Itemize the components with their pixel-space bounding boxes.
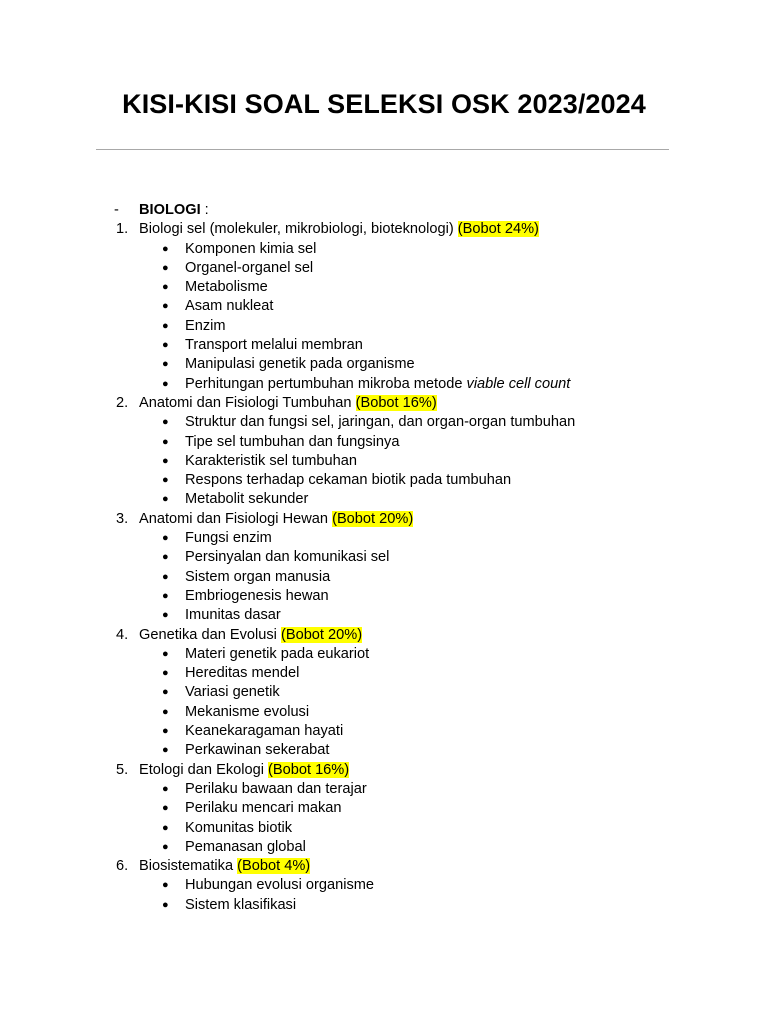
topic-weight-badge: (Bobot 4%) [237, 858, 311, 875]
bullet-icon: ● [162, 377, 169, 390]
document-title: KISI-KISI SOAL SELEKSI OSK 2023/2024 [122, 89, 646, 119]
topic-number: 1. [116, 221, 129, 238]
bullet-icon: ● [162, 300, 169, 313]
list-item [0, 529, 768, 548]
list-item-text: Tipe sel tumbuhan dan fungsinya [185, 433, 400, 450]
subject-suffix: : [200, 202, 209, 218]
list-item [0, 741, 768, 760]
list-item-text: Imunitas dasar [185, 607, 281, 624]
list-item [0, 587, 768, 606]
topic-weight-badge: (Bobot 16%) [268, 761, 350, 778]
bullet-icon: ● [162, 705, 169, 718]
list-item-text: Materi genetik pada eukariot [185, 645, 370, 662]
list-item-text: Metabolisme [185, 279, 268, 296]
bullet-icon: ● [162, 493, 169, 506]
bullet-icon: ● [162, 609, 169, 622]
bullet-icon: ● [162, 840, 169, 853]
topic-title: Etologi dan Ekologi [139, 761, 264, 778]
topic-number: 5. [116, 761, 129, 778]
list-item [0, 568, 768, 587]
list-item [0, 297, 768, 316]
list-item [0, 876, 768, 895]
topic-number: 6. [116, 858, 129, 875]
bullet-icon: ● [162, 416, 169, 429]
bullet-icon: ● [162, 532, 169, 545]
bullet-icon: ● [162, 589, 169, 602]
bullet-icon: ● [162, 802, 169, 815]
title-divider [96, 149, 669, 150]
list-item-text: Keanekaragaman hayati [185, 723, 344, 740]
topic-title: Biologi sel (molekuler, mikrobiologi, bioteknologi) [139, 221, 454, 238]
list-item-text: Hubungan evolusi organisme [185, 877, 375, 894]
bullet-icon: ● [162, 551, 169, 564]
topic-heading [0, 220, 768, 239]
bullet-icon: ● [162, 474, 169, 487]
list-item-text: Embriogenesis hewan [185, 587, 329, 604]
bullet-icon: ● [162, 782, 169, 795]
list-item [0, 317, 768, 336]
list-item [0, 278, 768, 297]
topic-weight-badge: (Bobot 20%) [280, 626, 363, 643]
bullet-icon: ● [162, 667, 169, 680]
bullet-icon: ● [162, 242, 169, 255]
list-item-text: Manipulasi genetik pada organisme [185, 356, 415, 373]
list-item-italic-text: viable cell count [466, 375, 571, 392]
list-item-text: Fungsi enzim [185, 530, 272, 547]
list-item-text: Komunitas biotik [185, 819, 293, 836]
list-item [0, 471, 768, 490]
bullet-icon: ● [162, 454, 169, 467]
list-item-text: Perkawinan sekerabat [185, 742, 330, 759]
list-item [0, 355, 768, 374]
list-item-text: Persinyalan dan komunikasi sel [185, 549, 390, 566]
bullet-icon: ● [162, 358, 169, 371]
list-item [0, 838, 768, 857]
list-item-text: Hereditas mendel [185, 665, 300, 682]
list-item-text: Pemanasan global [185, 838, 306, 855]
bullet-icon: ● [162, 898, 169, 911]
list-item [0, 645, 768, 664]
list-item [0, 452, 768, 471]
bullet-icon: ● [162, 879, 169, 892]
list-item [0, 336, 768, 355]
bullet-icon: ● [162, 686, 169, 699]
list-item [0, 433, 768, 452]
bullet-icon: ● [162, 570, 169, 583]
bullet-icon: ● [162, 319, 169, 332]
list-item-text: Respons terhadap cekaman biotik pada tumbuhan [185, 472, 512, 489]
list-item-text: Enzim [185, 317, 226, 334]
list-item-text: Karakteristik sel tumbuhan [185, 452, 357, 469]
bullet-icon: ● [162, 281, 169, 294]
list-item [0, 548, 768, 567]
syllabus-content [0, 201, 768, 915]
topic-heading [0, 394, 768, 413]
list-item [0, 490, 768, 509]
bullet-icon: ● [162, 744, 169, 757]
list-item [0, 664, 768, 683]
list-item [0, 819, 768, 838]
list-item-text: Komponen kimia sel [185, 240, 317, 257]
list-item [0, 413, 768, 432]
topic-weight-badge: (Bobot 20%) [332, 510, 414, 527]
list-item-text: Struktur dan fungsi sel, jaringan, dan organ-organ tumbuhan [185, 414, 576, 431]
list-item-text: Perhitungan pertumbuhan mikroba metode [185, 375, 467, 392]
topic-number: 3. [116, 510, 129, 527]
list-item-text: Perilaku mencari makan [185, 800, 342, 817]
list-item-text: Sistem organ manusia [185, 568, 331, 585]
list-item [0, 896, 768, 915]
list-item [0, 683, 768, 702]
list-item [0, 606, 768, 625]
topic-title: Biosistematika [139, 858, 234, 875]
list-item [0, 722, 768, 741]
list-item-text: Mekanisme evolusi [185, 703, 310, 720]
list-item [0, 375, 768, 394]
list-item-text: Variasi genetik [185, 684, 280, 701]
list-item-text: Organel-organel sel [185, 259, 314, 276]
topic-title: Genetika dan Evolusi [139, 626, 277, 643]
topic-weight-badge: (Bobot 24%) [457, 221, 539, 238]
bullet-icon: ● [162, 647, 169, 660]
topic-heading [0, 761, 768, 780]
topic-title: Anatomi dan Fisiologi Tumbuhan [139, 394, 352, 411]
list-item-text: Asam nukleat [185, 298, 274, 315]
topic-title: Anatomi dan Fisiologi Hewan [139, 510, 329, 527]
topic-heading [0, 626, 768, 645]
bullet-icon: ● [162, 435, 169, 448]
bullet-icon: ● [162, 821, 169, 834]
subject-dash: - [114, 202, 119, 218]
bullet-icon: ● [162, 725, 169, 738]
subject-name: BIOLOGI [139, 202, 201, 218]
list-item-text: Perilaku bawaan dan terajar [185, 780, 367, 797]
list-item [0, 799, 768, 818]
list-item-text: Sistem klasifikasi [185, 896, 297, 913]
list-item [0, 259, 768, 278]
topic-number: 2. [116, 394, 129, 411]
topic-heading [0, 510, 768, 529]
bullet-icon: ● [162, 261, 169, 274]
topic-number: 4. [116, 626, 129, 643]
list-item-text: Transport melalui membran [185, 337, 363, 354]
list-item-text: Metabolit sekunder [185, 491, 309, 508]
bullet-icon: ● [162, 339, 169, 352]
list-item [0, 780, 768, 799]
subject-heading [0, 201, 768, 220]
topic-heading [0, 857, 768, 876]
topic-weight-badge: (Bobot 16%) [355, 394, 437, 411]
list-item [0, 703, 768, 722]
list-item [0, 240, 768, 259]
